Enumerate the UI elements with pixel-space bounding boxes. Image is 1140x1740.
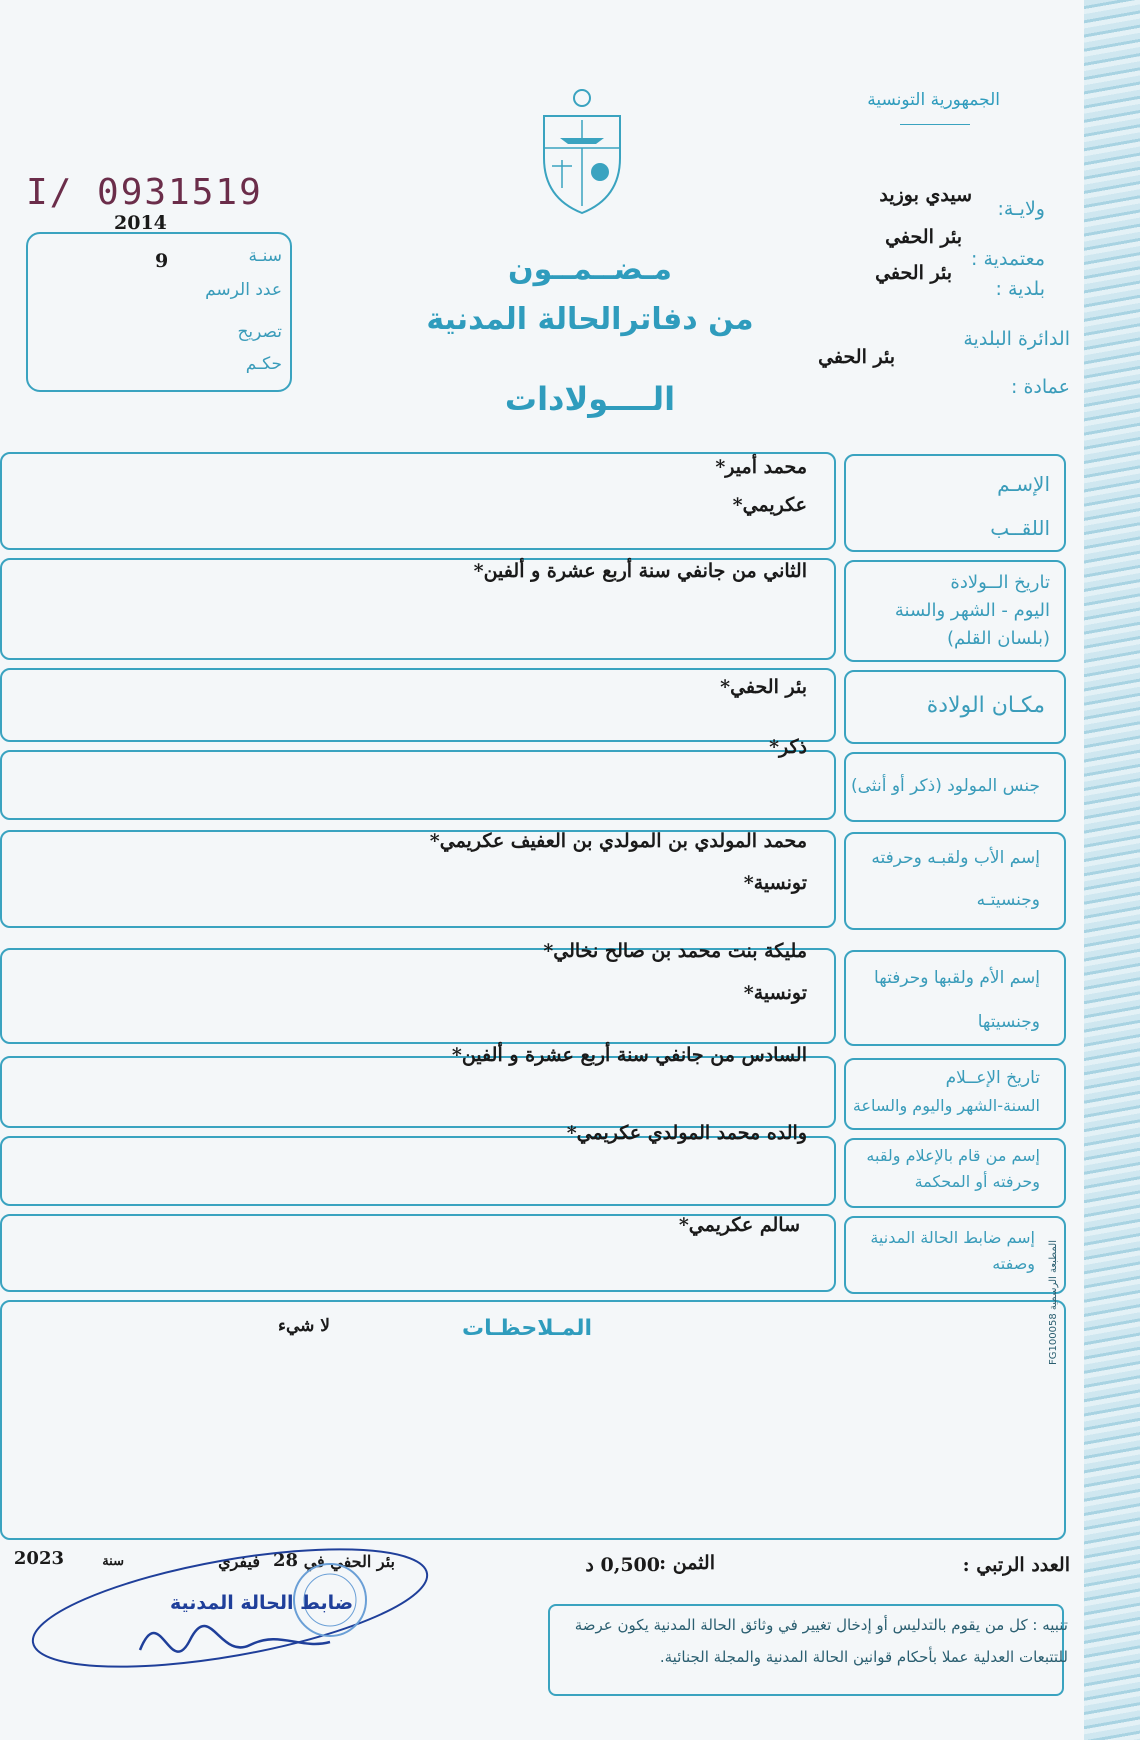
adad-value: 9 — [155, 250, 169, 272]
value-birthdate: الثاني من جانفي سنة أربع عشرة و ألفين* — [473, 560, 807, 582]
label-father: إسم الأب ولقبـه وحرفته — [871, 848, 1040, 868]
label-officer-role: وصفته — [992, 1254, 1035, 1273]
year-value: 2023 — [13, 1548, 64, 1569]
price-value: 0,500 د — [585, 1554, 660, 1576]
divider — [900, 124, 970, 125]
daira-label: الدائرة البلدية — [963, 328, 1070, 350]
officer-stamp-text: ضابط الحالة المدنية — [170, 1592, 354, 1614]
place-label: بئر الحفي في — [303, 1552, 395, 1571]
value-declaration-date: السادس من جانفي سنة أربع عشرة و ألفين* — [451, 1044, 807, 1066]
warning-line-1: تنبيه : كل من يقوم بالتدليس أو إدخال تغيير في وثائق الحالة المدنية يكون عرضة — [574, 1616, 1068, 1634]
wilaya-value: سيدي بوزيد — [879, 184, 972, 206]
label-birthdate: تاريخ الــولادة — [950, 572, 1050, 593]
year-top: 2014 — [114, 212, 167, 234]
month-value: فيفري — [218, 1552, 260, 1571]
republic-label: الجمهورية التونسية — [867, 90, 1000, 110]
value-sex: ذكر* — [769, 736, 807, 758]
tasrih-label: تصريح — [237, 322, 282, 342]
notes-value: لا شيء — [277, 1316, 330, 1336]
row-birthplace-value-box — [0, 668, 836, 742]
label-birthplace: مكـان الولادة — [926, 693, 1045, 718]
label-sex: جنس المولود (ذكر أو أنثى) — [851, 776, 1040, 796]
value-officer: سالم عكريمي* — [678, 1214, 800, 1236]
adad-label: عدد الرسم — [205, 280, 282, 300]
printer-mark: المطبعة الرسمية FG100058 — [1048, 1240, 1059, 1365]
label-declarant-profession: وحرفته أو المحكمة — [914, 1172, 1040, 1191]
sana-label: سنـة — [248, 246, 282, 266]
value-mother: مليكة بنت محمد بن صالح نخالي* — [543, 940, 807, 962]
label-birthdate-format: اليوم - الشهر والسنة — [894, 600, 1050, 621]
label-first-name: الإسـم — [997, 472, 1050, 496]
official-stamp-icon — [30, 1540, 430, 1690]
row-name-value-box — [0, 452, 836, 550]
coat-of-arms-icon — [540, 88, 624, 218]
year-label: سنة — [102, 1554, 124, 1569]
serial-label: العدد الرتبي : — [962, 1554, 1070, 1576]
value-surname: عكريمي* — [732, 494, 807, 516]
serial-number: I/ 0931519 — [26, 172, 263, 213]
omada-value: بئر الحفي — [818, 346, 895, 368]
row-declarant-value-box — [0, 1136, 836, 1206]
label-declaration-date: تاريخ الإعــلام — [945, 1068, 1040, 1088]
title-content: مـضــمــون — [508, 252, 672, 287]
title-births: الــــولادات — [504, 380, 676, 418]
value-mother-nationality: تونسية* — [743, 982, 807, 1004]
wilaya-label: ولايـة: — [997, 198, 1045, 220]
label-mother-nationality: وجنسيتها — [977, 1012, 1040, 1032]
price-label: الثمن : — [659, 1552, 715, 1574]
label-declarant: إسم من قام بالإعلام ولقبه — [866, 1146, 1040, 1165]
moatamadia-label: معتمدية : — [971, 248, 1045, 270]
baladia-label: بلدية : — [995, 278, 1045, 300]
row-declaration-value-box — [0, 1056, 836, 1128]
row-sex-value-box — [0, 750, 836, 820]
label-officer: إسم ضابط الحالة المدنية — [870, 1228, 1035, 1247]
row-mother-value-box — [0, 948, 836, 1044]
value-first-name: محمد أمير* — [715, 456, 807, 478]
label-surname: اللقــب — [990, 516, 1050, 540]
decorative-border — [1084, 0, 1140, 1740]
day-value: 28 — [272, 1550, 298, 1571]
value-declarant: والده محمد المولدي عكريمي* — [566, 1122, 807, 1144]
baladia-value: بئر الحفي — [875, 262, 952, 284]
label-father-nationality: وجنسيتـه — [976, 890, 1040, 910]
value-birthplace: بئر الحفي* — [720, 676, 807, 698]
value-father: محمد المولدي بن المولدي بن العفيف عكريمي* — [429, 830, 807, 852]
value-father-nationality: تونسية* — [743, 872, 807, 894]
label-declaration-format: السنة-الشهر واليوم والساعة — [852, 1096, 1040, 1115]
moatamadia-value: بئر الحفي — [885, 226, 962, 248]
omada-label: عمادة : — [1011, 376, 1070, 398]
label-birthdate-words: (بلسان القلم) — [946, 628, 1050, 649]
notes-label: المـلاحظـات — [462, 1316, 592, 1341]
warning-line-2: للتتبعات العدلية عملا بأحكام قوانين الحالة المدنية والمجلة الجنائية. — [659, 1648, 1068, 1666]
label-mother: إسم الأم ولقبها وحرفتها — [874, 968, 1040, 988]
hukm-label: حكـم — [245, 354, 282, 374]
title-civil-registry: من دفاترالحالة المدنية — [426, 302, 754, 337]
